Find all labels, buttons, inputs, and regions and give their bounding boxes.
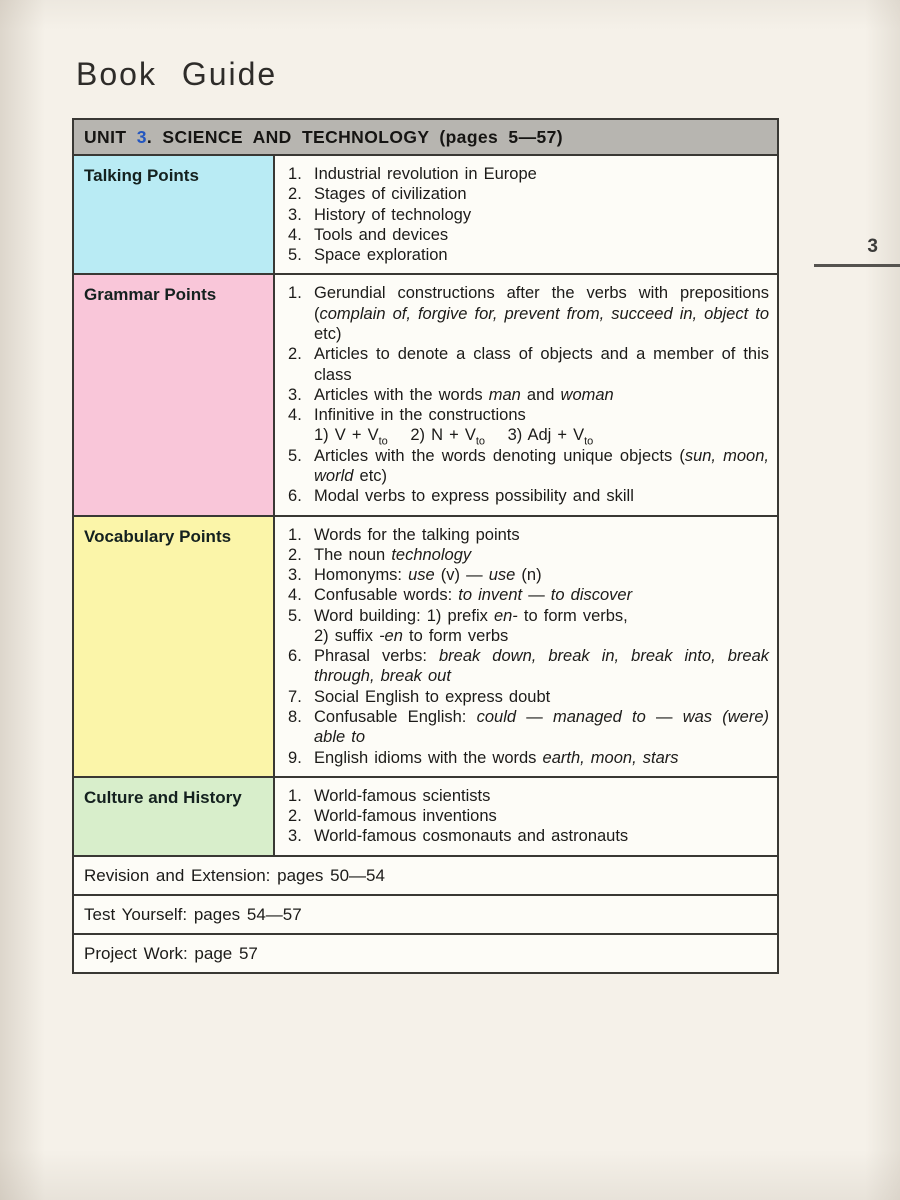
list-item: Tools and devices (314, 225, 449, 244)
list-item: Space exploration (314, 246, 448, 265)
list-item: Confusable English: could — managed to — was (were) able to (314, 708, 769, 747)
list-item: The noun technology (314, 545, 472, 564)
list-item: Articles with the words denoting unique objects (sun, moon, world etc) (314, 446, 769, 485)
section-vocabulary-points (74, 517, 777, 778)
vocabulary-points-label (74, 517, 275, 776)
list-item: Stages of civilization (314, 185, 467, 204)
section-label-text: Culture and History (84, 787, 242, 807)
list-item: Words for the talking points (314, 525, 520, 544)
page-number-rule (814, 264, 900, 267)
section-label-text: Talking Points (84, 166, 199, 185)
list-item: Gerundial constructions after the verbs with prepositions (complain of, forgive for, prevent from, succeed in, object to etc) (314, 284, 769, 343)
section-label-text: Grammar Points (84, 285, 217, 305)
grammar-points-label (74, 275, 275, 514)
list-item: World-famous scientists (314, 786, 491, 805)
grammar-points-items (287, 283, 769, 506)
culture-history-items (287, 786, 769, 847)
talking-points-content (275, 156, 777, 273)
list-item: Confusable words: to invent — to discover (314, 586, 633, 605)
list-item: Modal verbs to express possibility and skill (314, 487, 634, 506)
section-label-text: Vocabulary Points (84, 526, 232, 546)
footer-row-project-work: Project Work: page 57 (84, 943, 258, 963)
list-item: English idioms with the words earth, moon, stars (314, 748, 679, 767)
list-item: Word building: 1) prefix en- to form verbs, 2) suffix -en to form verbs (314, 606, 628, 645)
talking-points-items (287, 164, 769, 265)
section-culture-history (74, 778, 777, 857)
footer-row-revision-extension: Revision and Extension: pages 50—54 (74, 857, 777, 896)
list-item: Articles with the words man and woman (314, 385, 614, 404)
culture-history-content (275, 778, 777, 855)
list-item: History of technology (314, 205, 472, 224)
footer-row-test-yourself: Test Yourself: pages 54—57 (74, 896, 777, 935)
unit-word: UNIT (84, 127, 137, 147)
list-item: Phrasal verbs: break down, break in, break into, break through, break out (314, 647, 770, 686)
section-talking-points (74, 156, 777, 275)
page-number: 3 (867, 236, 878, 257)
vocabulary-points-content (275, 517, 777, 776)
culture-history-label (74, 778, 275, 855)
talking-points-label (74, 156, 275, 273)
list-item: Infinitive in the constructions 1) $V + V_{to}$ 2) $N + V_{to}$ 3) Adj + $V_{to}$ (314, 406, 594, 448)
list-item: World-famous cosmonauts and astronauts (314, 827, 629, 846)
unit-number: 3 (136, 127, 147, 147)
unit-guide-table (72, 118, 779, 974)
list-item: World-famous inventions (314, 807, 497, 826)
list-item: Articles to denote a class of objects and a member of this class (314, 345, 769, 384)
vocabulary-points-items (287, 525, 769, 768)
unit-header (74, 120, 777, 156)
page-title: Book Guide (76, 56, 278, 92)
unit-title: . SCIENCE AND TECHNOLOGY (pages 5—57) (146, 127, 563, 147)
grammar-points-content (275, 275, 777, 514)
section-grammar-points (74, 275, 777, 516)
list-item: Homonyms: use (v) — use (n) (314, 566, 542, 585)
list-item: Social English to express doubt (314, 687, 551, 706)
list-item: Industrial revolution in Europe (314, 165, 537, 183)
